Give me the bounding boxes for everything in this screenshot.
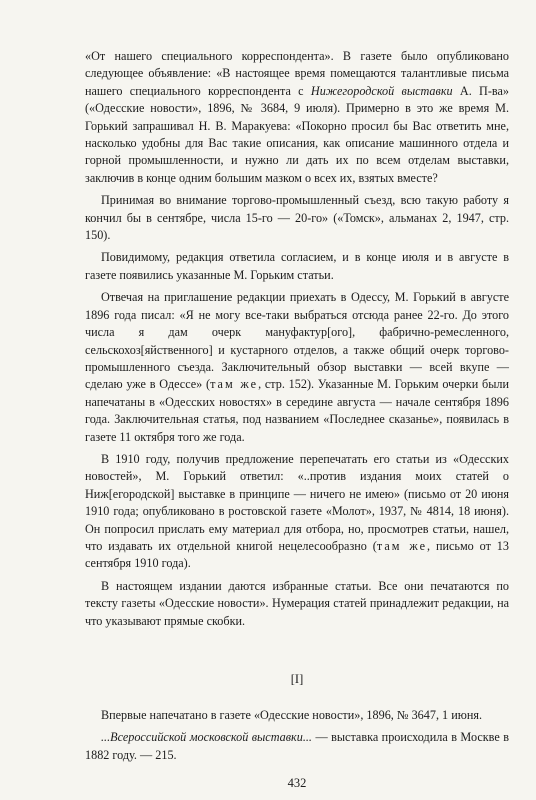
text-run: В настоящем издании даются избранные статьи. Все они печатаются по тексту газеты «Одесские новости». Нумерация статей принадлежит редакции, на что указывают прямые скобки. xyxy=(85,578,509,628)
paragraph xyxy=(85,289,509,446)
text-run: Нижегородской выставки xyxy=(310,83,453,98)
text-run: — выставка происходила в Москве в 1882 году. — 215. xyxy=(85,730,509,762)
page xyxy=(85,48,509,791)
section-marker: [I] xyxy=(290,672,304,686)
notes xyxy=(85,707,509,764)
paragraph xyxy=(85,451,509,573)
text-run: Принимая во внимание торгово-промышленный съезд, всю такую работу я кончил бы в сентябре, числа 15-го — 20-го» («Томск», альманах 2, 1947, стр. 150). xyxy=(85,193,509,243)
note-paragraph xyxy=(85,707,509,724)
text-run: ...Всероссийской московской выставки... xyxy=(101,730,312,745)
paragraph xyxy=(85,578,509,630)
text-run: там же xyxy=(210,377,259,392)
paragraph xyxy=(85,249,509,284)
text-run: , письмо от 13 сентября 1910 года). xyxy=(85,538,509,571)
text-run: , стр. 152). Указанные М. Горьким очерки были напечатаны в «Одесских новостях» в середине августа — начале сентября 1896 года. Заключительная статья, под названием «Последнее сказанье», появилась в газете 11 октября того же года. xyxy=(85,377,509,444)
text-run: Отвечая на приглашение редакции приехать в Одессу, М. Горький в августе 1896 года писал: «Я не могу все-таки выбраться отсюда ранее 22-го. До этого числа я дам очерк мануфактур[ого], фабрично-ремесленного, сельскохоз[яйственного] и кустарного отделов, а также общий очерк торгово-промышленного съезда. Заключительный обзор выставки — всей вкупе — сделаю уже в Одессе» ( xyxy=(85,290,509,392)
paragraph xyxy=(85,192,509,244)
text-run: там же xyxy=(376,538,428,553)
text-run: Впервые напечатано в газете «Одесские новости», 1896, № 3647, 1 июня. xyxy=(101,708,482,722)
commentary-body xyxy=(85,48,509,630)
text-run: «От нашего специального корреспондента». В газете было опубликовано следующее объявление: «В настоящее время помещаются талантливые письма нашего специального корреспондента с xyxy=(85,49,509,98)
text-run: Повидимому, редакция ответила согласием, и в конце июля и в августе в газете появились указанные М. Горьким статьи. xyxy=(85,250,509,282)
page-number: 432 xyxy=(287,776,307,791)
note-paragraph xyxy=(85,729,509,764)
text-run: А. П-ва» («Одесские новости», 1896, № 3684, 9 июля). Примерно в это же время М. Горький запрашивал Н. В. Маракуева: «Покорно просил бы Вас ответить мне, насколько удобны для Вас такие описания, как описание машинного отдела и горной промышленности, и нужно ли дать их по всем отделам выставки, заключив в конце одним большим мазком о всех их, взятых вместе? xyxy=(85,83,510,185)
paragraph xyxy=(85,48,509,187)
text-run: В 1910 году, получив предложение перепечатать его статьи из «Одесских новостей», М. Горький ответил: «..против издания моих статей о Ниж[егородской] выставке в принципе — ничего не имею» (письмо от 20 июня 1910 года; опубликовано в ростовской газете «Молот», 1937, № 4814, 18 июня). Он попросил прислать ему материал для отбора, но, просмотрев статьи, нашел, что издавать их отдельной книгой нецелесообразно ( xyxy=(85,451,509,553)
